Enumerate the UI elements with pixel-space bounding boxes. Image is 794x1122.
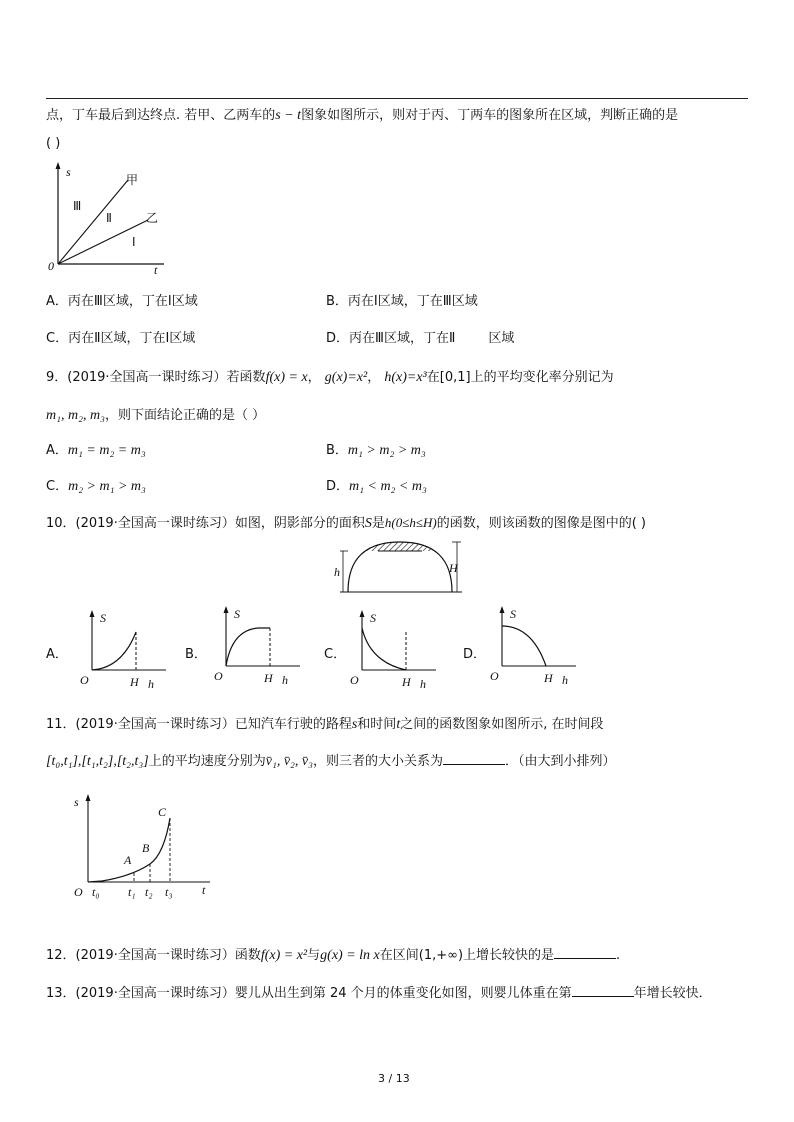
q9-line2: m₁, m₂, m₃，则下面结论正确的是（ ）: [46, 408, 266, 423]
svg-text:O: O: [74, 885, 83, 899]
q11-figure: [62, 790, 222, 900]
page-number: 3 / 13: [378, 1072, 410, 1085]
q10-choice-d-graph[interactable]: [484, 602, 584, 686]
q10-choice-b-label[interactable]: B．: [185, 647, 207, 662]
q10-dome-figure: [330, 536, 470, 596]
q11-line1: 11．(2019·全国高一课时练习）已知汽车行驶的路程s和时间t之间的函数图象如图所示, 在时间段: [46, 717, 604, 732]
svg-text:H: H: [264, 671, 273, 685]
svg-text:h: h: [282, 673, 288, 686]
svg-text:S: S: [100, 611, 106, 625]
q8-option-c[interactable]: C．丙在Ⅱ区域，丁在Ⅰ区域: [46, 331, 196, 346]
svg-text:甲: 甲: [126, 173, 139, 187]
q8-option-d[interactable]: D．丙在Ⅲ区域，丁在Ⅱ 区域: [326, 331, 515, 346]
svg-text:A: A: [124, 853, 132, 867]
svg-text:H: H: [402, 675, 411, 689]
svg-text:h: h: [420, 677, 426, 690]
svg-text:乙: 乙: [146, 211, 159, 225]
svg-text:O: O: [80, 673, 89, 687]
q9-line1: 9．(2019·全国高一课时练习）若函数f(x) = x， g(x)=x²， h(x)=x³在[0,1]上的平均变化率分别记为: [46, 370, 614, 385]
svg-text:B: B: [142, 841, 150, 855]
header-rule: [46, 98, 748, 99]
svg-text:t₃: t₃: [165, 885, 173, 899]
svg-text:O: O: [214, 669, 223, 683]
svg-text:h: h: [562, 673, 568, 686]
svg-text:H: H: [449, 561, 458, 575]
svg-text:t₂: t₂: [145, 885, 153, 899]
q12-question: 12．(2019·全国高一课时练习）函数f(x) = x²与g(x) = ln x在区间(1,+∞)上增长较快的是 .: [46, 948, 621, 963]
q11-answer-blank[interactable]: [443, 752, 505, 765]
q10-choice-d-label[interactable]: D．: [463, 647, 487, 662]
svg-text:h: h: [148, 677, 154, 690]
q8-var-st: s − t: [275, 108, 302, 123]
q9-option-d[interactable]: D．m₁ < m₂ < m₃: [326, 479, 427, 494]
q10-choice-c-graph[interactable]: [344, 606, 444, 690]
line-jia: [58, 180, 128, 264]
q13-question: 13．(2019·全国高一课时练习）婴儿从出生到第 24 个月的体重变化如图，则婴儿体重在第 年增长较快．: [46, 986, 712, 1001]
svg-text:h: h: [334, 565, 340, 579]
q9-option-a[interactable]: A．m₁ = m₂ = m₃: [46, 443, 146, 458]
q9-option-b[interactable]: B．m₁ > m₂ > m₃: [326, 443, 426, 458]
q12-answer-blank[interactable]: [554, 946, 616, 959]
svg-text:H: H: [130, 675, 139, 689]
q13-answer-blank[interactable]: [572, 984, 634, 997]
q11-line2: [t₀,t₁],[t₁,t₂],[t₂,t₃]上的平均速度分别为v̄₁, v̄₂, v̄₃，则三者的大小关系为 ．（由大到小排列）: [46, 754, 616, 769]
q8-figure: [46, 160, 176, 278]
q8-line1: 点，丁车最后到达终点. 若甲、乙两车的s − t图象如图所示，则对于丙、丁两车的图象所在区域，判断正确的是: [46, 108, 679, 123]
svg-text:O: O: [350, 673, 359, 687]
svg-text:S: S: [510, 607, 516, 621]
svg-text:t: t: [154, 263, 158, 277]
q8-option-b[interactable]: B．丙在Ⅰ区域，丁在Ⅲ区域: [326, 294, 478, 309]
svg-text:Ⅱ: Ⅱ: [106, 211, 112, 225]
svg-text:C: C: [158, 805, 167, 819]
q10-choice-a-label[interactable]: A．: [46, 647, 68, 662]
q9-option-c[interactable]: C．m₂ > m₁ > m₃: [46, 479, 146, 494]
svg-text:t₁: t₁: [128, 885, 136, 899]
svg-text:Ⅰ: Ⅰ: [132, 235, 136, 249]
svg-text:t: t: [202, 883, 206, 897]
q10-question: 10．(2019·全国高一课时练习）如图，阴影部分的面积S是h(0≤h≤H)的函数，则该函数的图像是图中的( ): [46, 515, 646, 531]
q10-choice-b-graph[interactable]: [208, 602, 308, 686]
svg-text:s: s: [74, 795, 79, 809]
svg-text:H: H: [544, 671, 553, 685]
q8-paren: ( ): [46, 136, 61, 151]
q10-choice-c-label[interactable]: C．: [324, 647, 347, 662]
svg-text:O: O: [490, 669, 499, 683]
svg-text:s: s: [66, 165, 71, 179]
svg-text:Ⅲ: Ⅲ: [73, 199, 82, 213]
svg-text:S: S: [234, 607, 240, 621]
q10-choice-a-graph[interactable]: [74, 606, 174, 690]
svg-text:t₀: t₀: [92, 885, 100, 899]
q8-option-a[interactable]: A．丙在Ⅲ区域，丁在Ⅰ区域: [46, 294, 198, 309]
svg-text:0: 0: [48, 259, 54, 273]
svg-text:S: S: [370, 611, 376, 625]
